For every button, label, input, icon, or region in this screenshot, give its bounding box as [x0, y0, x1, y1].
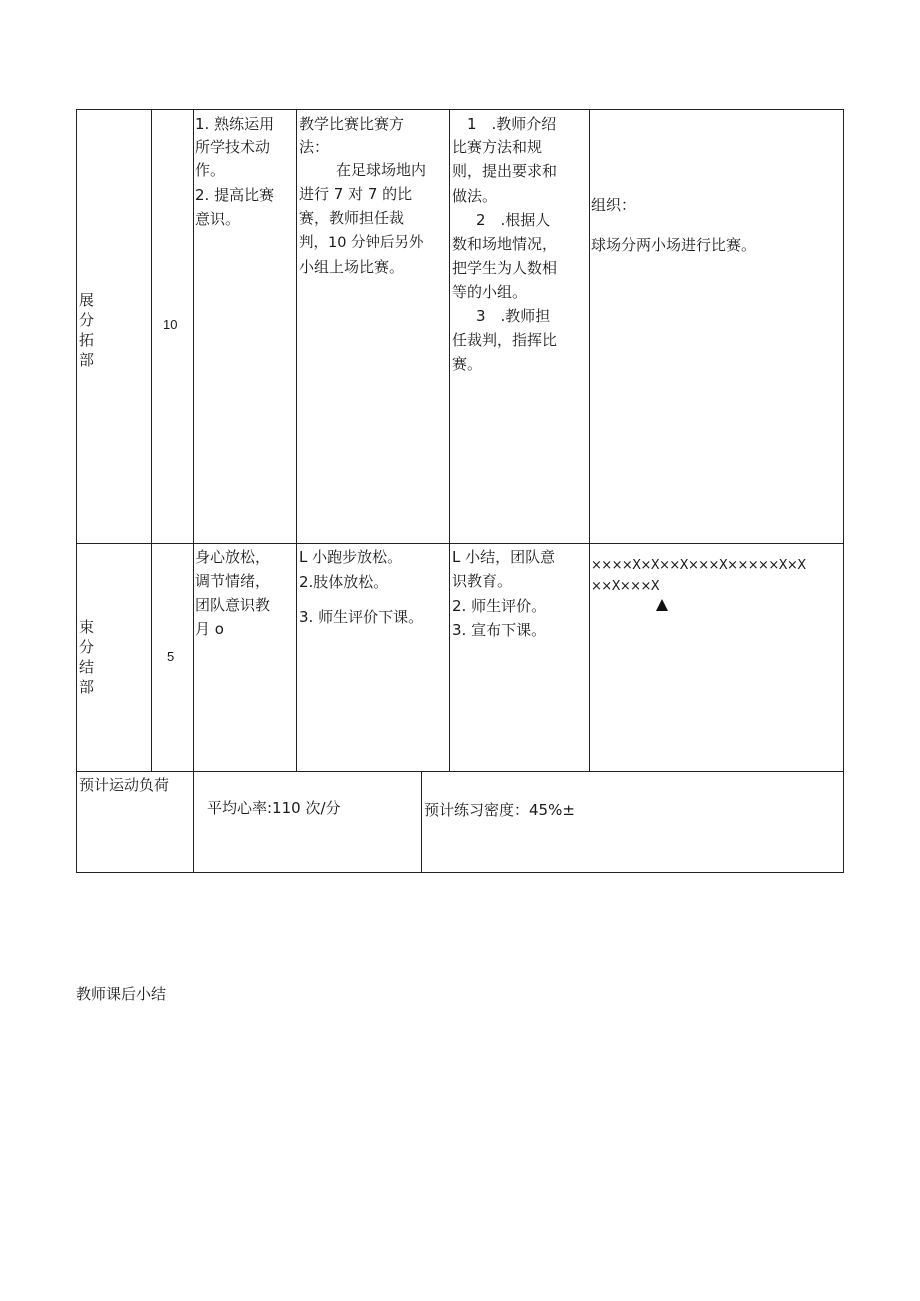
table-border-right — [843, 109, 844, 873]
section-minutes: 10 — [163, 317, 178, 332]
col-divider — [421, 771, 422, 873]
col-divider — [589, 109, 590, 771]
load-label: 预计运动负荷 — [79, 776, 170, 794]
col-divider — [296, 109, 297, 771]
col-divider — [151, 109, 152, 771]
formation-row: ××X×××X — [591, 579, 660, 594]
table-border-top — [76, 109, 844, 110]
heart-rate: 平均心率:110 次/分 — [207, 799, 341, 817]
table-border-bottom — [76, 872, 844, 873]
row-divider — [76, 543, 844, 544]
section-minutes: 5 — [167, 649, 175, 664]
section-label: 束 分 结 部 — [79, 618, 95, 696]
table-border-left — [76, 109, 77, 873]
teacher-marker-icon — [656, 599, 668, 611]
practice-density: 预计练习密度：45%± — [424, 801, 575, 819]
section-label: 展 分 拓 部 — [79, 291, 95, 369]
col-divider — [193, 109, 194, 873]
col-divider — [449, 109, 450, 771]
row-divider — [76, 771, 844, 772]
teacher-summary-label: 教师课后小结 — [76, 985, 167, 1003]
formation-row: ××××X×X××X×××X×××××X×X — [591, 558, 806, 573]
